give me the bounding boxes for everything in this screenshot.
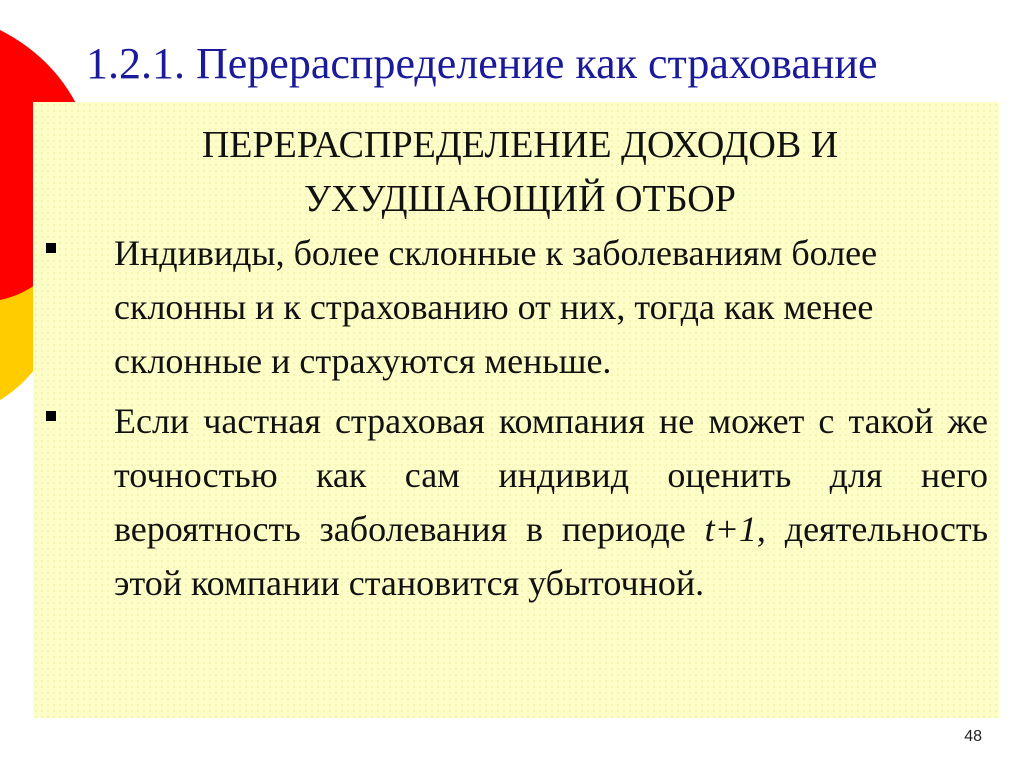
slide-title: 1.2.1. Перераспределение как страхование bbox=[86, 39, 878, 88]
bullet-1-text: Индивиды, более склонные к заболеваниям более склонны и к страхованию от них, тогда как менее склонные и страхуются меньше. bbox=[114, 233, 878, 381]
subtitle-line-2: УХУДШАЮЩИЙ ОТБОР bbox=[304, 178, 736, 220]
page-number: 48 bbox=[964, 728, 982, 745]
bullet-2-period-variable: t+1 bbox=[704, 509, 757, 549]
slide-subtitle bbox=[60, 118, 980, 226]
bullet-1-marker bbox=[46, 243, 56, 253]
bullet-2-marker bbox=[46, 411, 56, 421]
bullet-2-text-start: Если частная страховая компания не может с такой же точностью как сам индивид оценить для него вероятность заболевания в периоде bbox=[114, 401, 988, 549]
subtitle-line-1: ПЕРЕРАСПРЕДЕЛЕНИЕ ДОХОДОВ И bbox=[201, 124, 839, 166]
bullet-2-text bbox=[114, 394, 988, 610]
bullet-2-text-end: , деятельность этой компании становится убыточной. bbox=[114, 509, 988, 603]
